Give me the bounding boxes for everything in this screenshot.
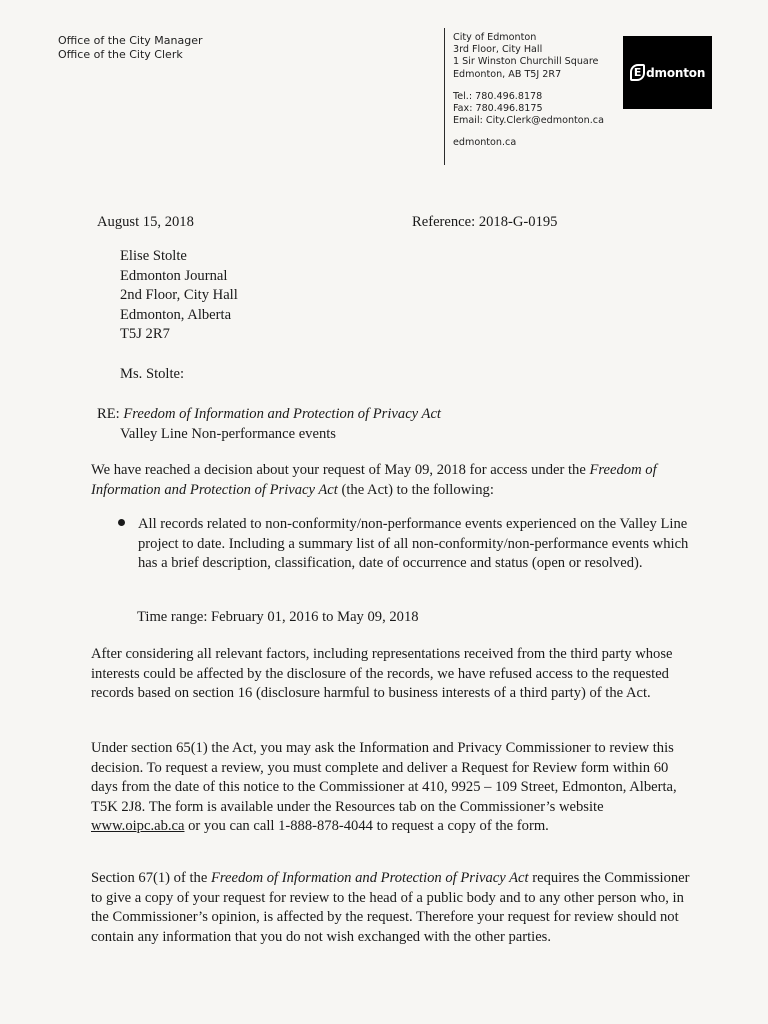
office-names (58, 34, 203, 62)
website-line: edmonton.ca (453, 137, 517, 149)
bullet-icon (118, 519, 125, 526)
paragraph-text: or you can call 1-888-878-4044 to request a copy of the form. (184, 818, 549, 834)
paragraph-text: Under section 65(1) the Act, you may ask the Information and Privacy Commissioner to review this decision. To request a review, you must complete and deliver a Request for Review form within 60 days from the date of this notice to the Commissioner at 410, 9925 – 109 Street, Edmonton, Alberta, T5K 2J8. The form is available under the Resources tab on the Commissioner’s website (91, 740, 677, 815)
re-subject: Valley Line Non-performance events (120, 425, 336, 442)
paragraph-refusal: After considering all relevant factors, including representations received from the third party whose interests could be affected by the disclosure of the records, we have refused access to the requested records based on section 16 (disclosure harmful to business interests of a third party) of the Act. (91, 646, 673, 701)
paragraph-review (91, 739, 696, 837)
address-line: 1 Sir Winston Churchill Square (453, 56, 599, 68)
re-act-title: Freedom of Information and Protection of Privacy Act (123, 406, 441, 422)
address-line: 3rd Floor, City Hall (453, 44, 543, 56)
time-range: Time range: February 01, 2016 to May 09, 2018 (137, 609, 419, 625)
paragraph-section-67 (91, 869, 696, 947)
reference-number: Reference: 2018-G-0195 (412, 214, 558, 230)
recipient-line: Elise Stolte (120, 248, 187, 264)
contact-block (453, 32, 604, 150)
paragraph-text: We have reached a decision about your request of May 09, 2018 for access under the (91, 462, 590, 478)
bullet-text: All records related to non-conformity/non-performance events experienced on the Valley Line project to date. Including a summary list of all non-conformity/non-performance events which has a brief description, classification, date of occurrence and status (open or resolved). (138, 516, 689, 571)
office-line: Office of the City Clerk (58, 48, 183, 61)
recipient-line: 2nd Floor, City Hall (120, 287, 238, 303)
oipc-website-link[interactable]: www.oipc.ab.ca (91, 818, 185, 834)
recipient-line: T5J 2R7 (120, 326, 170, 342)
logo-mark: E (630, 64, 645, 81)
paragraph-text: Section 67(1) of the (91, 870, 211, 886)
paragraph-text: (the Act) to the following: (337, 481, 494, 498)
recipient-line: Edmonton Journal (120, 267, 228, 284)
salutation: Ms. Stolte: (120, 366, 185, 382)
logo-text: dmonton (646, 65, 706, 80)
address-line: Edmonton, AB T5J 2R7 (453, 68, 562, 80)
re-label: RE: (97, 406, 124, 422)
subject-block (97, 405, 441, 444)
recipient-address (120, 247, 238, 345)
header-divider (444, 28, 445, 165)
paragraph-decision (91, 461, 696, 500)
edmonton-logo (623, 36, 712, 109)
email-line: Email: City.Clerk@edmonton.ca (453, 115, 604, 127)
recipient-line: Edmonton, Alberta (120, 306, 232, 323)
paragraph-text: requires the Commissioner to give a copy of your request for review to the head of a public body and to any other person who, in the Commissioner’s opinion, is affected by the request. Therefore your request for review should not contain any information that you do not wish exchanged with the other parties. (91, 870, 690, 945)
phone-line: Tel.: 780.496.8178 (453, 90, 543, 102)
fax-line: Fax: 780.496.8175 (453, 103, 543, 115)
address-line: City of Edmonton (453, 32, 537, 43)
act-title: Freedom of Information and Protection of Privacy Act (210, 870, 529, 886)
office-line: Office of the City Manager (58, 34, 203, 47)
act-title: Freedom of Information and Protection of Privacy Act (91, 462, 657, 498)
letter-date: August 15, 2018 (97, 214, 194, 230)
